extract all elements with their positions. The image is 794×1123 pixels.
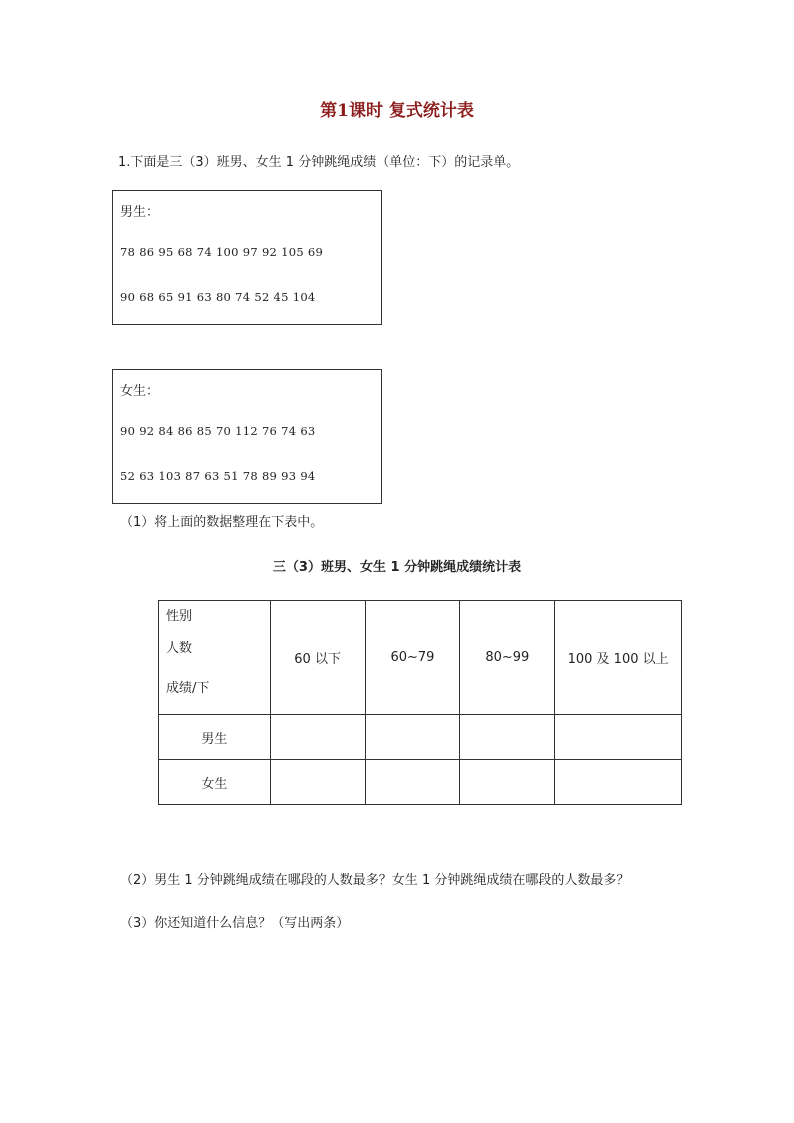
boys-scores-line-2: 90 68 65 91 63 80 74 52 45 104 <box>120 290 316 304</box>
table-corner-cell <box>159 601 271 715</box>
table-header-row <box>159 601 682 715</box>
sub-question-1: （1）将上面的数据整理在下表中。 <box>120 515 324 530</box>
corner-label-score: 成绩/下 <box>166 681 210 696</box>
row-header-boys: 男生 <box>159 715 271 760</box>
table-caption: 三（3）班男、女生 1 分钟跳绳成绩统计表 <box>272 560 522 575</box>
boys-record-box <box>112 190 382 325</box>
empty-cell[interactable] <box>460 760 555 805</box>
question-1: 1.下面是三（3）班男、女生 1 分钟跳绳成绩（单位：下）的记录单。 <box>118 155 520 170</box>
girls-scores-line-1: 90 92 84 86 85 70 112 76 74 63 <box>120 424 316 438</box>
corner-label-count: 人数 <box>166 641 193 656</box>
column-header: 60 以下 <box>270 601 365 715</box>
boys-scores-line-1: 78 86 95 68 74 100 97 92 105 69 <box>120 245 324 259</box>
empty-cell[interactable] <box>555 715 682 760</box>
sub-question-2: （2）男生 1 分钟跳绳成绩在哪段的人数最多？女生 1 分钟跳绳成绩在哪段的人数最多？ <box>120 873 630 888</box>
empty-cell[interactable] <box>365 760 460 805</box>
empty-cell[interactable] <box>555 760 682 805</box>
column-header: 80~99 <box>460 601 555 715</box>
girls-record-box <box>112 369 382 504</box>
girls-scores-line-2: 52 63 103 87 63 51 78 89 93 94 <box>120 469 316 483</box>
corner-label-gender: 性别 <box>166 609 193 624</box>
girls-label: 女生： <box>120 384 160 399</box>
sub-question-3: （3）你还知道什么信息？（写出两条） <box>120 916 350 931</box>
table-row-boys <box>159 715 682 760</box>
empty-cell[interactable] <box>365 715 460 760</box>
column-header: 60~79 <box>365 601 460 715</box>
statistics-table <box>158 600 682 805</box>
row-header-girls: 女生 <box>159 760 271 805</box>
page-title: 第1课时 复式统计表 <box>320 101 474 121</box>
empty-cell[interactable] <box>460 715 555 760</box>
column-header: 100 及 100 以上 <box>555 601 682 715</box>
empty-cell[interactable] <box>270 760 365 805</box>
table-row-girls <box>159 760 682 805</box>
empty-cell[interactable] <box>270 715 365 760</box>
boys-label: 男生： <box>120 205 160 220</box>
